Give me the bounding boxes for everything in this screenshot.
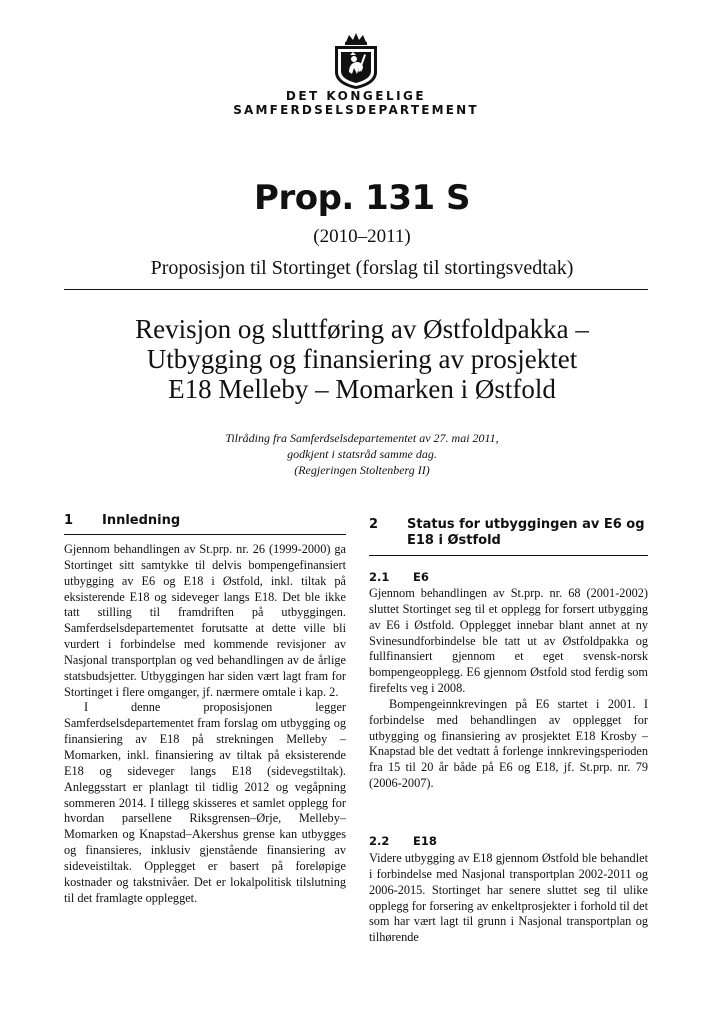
- section-number: 2: [369, 517, 379, 532]
- subsection-2-1-heading: [369, 570, 648, 584]
- paragraph: Gjennom behandlingen av St.prp. nr. 26 (1999-2000) ga Stortinget sitt samtykke til delvis bompengefinansiert utbygging av E6 og E18 i Østfold, inkl. tiltak på eksisterende E18 og sideveger langs E18. Det ble ikke tatt stilling til framdriften på utbyggingen. Samferdselsdepartementet forutsatte at dette ville bli vurdert i forbindelse med kommende revisjoner av Nasjonal transportplan og ved behandlingen av de årlige statsbudsjetter. Utbyggingen har siden vært lagt fram for Stortinget i flere omganger, jf. nærmere omtale i kap. 2.: [64, 542, 346, 699]
- subsection-2-2-body: [369, 851, 648, 946]
- subsection-2-1-body: [369, 586, 648, 792]
- section-title: Innledning: [102, 513, 181, 528]
- proposition-number: Prop. 131 S: [254, 178, 470, 218]
- document-title-line-1: Revisjon og sluttføring av Østfoldpakka –: [135, 314, 589, 344]
- document-title-line-2: Utbygging og finansiering av prosjektet: [146, 344, 578, 374]
- subsection-number: 2.2: [369, 834, 390, 848]
- paragraph: Bompengeinnkrevingen på E6 startet i 2001. I forbindelse med behandlingen av opplegget for utbygging og finansiering av prosjektet E18 Krosby – Knapstad ble det vedtatt å forlenge innkrevingsperioden fra 15 til 20 år både på E6 og E18, jf. St.prp. nr. 79 (2006-2007).: [369, 696, 648, 791]
- section-1-heading: [64, 513, 346, 529]
- approval-line-3: (Regjeringen Stoltenberg II): [294, 463, 430, 477]
- subsection-title: E18: [413, 834, 437, 848]
- document-title-line-3: E18 Melleby – Momarken i Østfold: [168, 374, 556, 404]
- left-column-body: [64, 542, 346, 906]
- subsection-number: 2.1: [369, 570, 390, 584]
- paragraph: Gjennom behandlingen av St.prp. nr. 68 (2001-2002) sluttet Stortinget seg til et opplegg for forsert utbygging av E6 i Østfold. Opplegget innebar blant annet at ny Svinesundforbindelse ble tatt ut av Østfoldpakka og fullfinansiert gjennom et eget svensk-norsk bompengeopplegg. E6 gjennom Østfold stod ferdig som firefelts veg i 2008.: [369, 586, 648, 696]
- session-years: (2010–2011): [313, 226, 411, 247]
- norwegian-coat-of-arms-icon: [332, 32, 380, 90]
- department-line-1: DET KONGELIGE: [285, 89, 427, 103]
- subsection-2-2-heading: [369, 834, 648, 848]
- document-type: Proposisjon til Stortinget (forslag til stortingsvedtak): [150, 257, 574, 279]
- department-line-2: SAMFERDSELSDEPARTEMENT: [233, 103, 479, 117]
- section-2-heading: [369, 517, 648, 549]
- approval-line-2: godkjent i statsråd samme dag.: [287, 447, 437, 461]
- paragraph: Videre utbygging av E18 gjennom Østfold ble behandlet i forbindelse med Nasjonal transportplan 2002-2011 og 2006-2015. Stortinget har senere sluttet seg til ulike opplegg for forsering av enkeltprosjekter i forhold til det som har vært lagt til grunn i Nasjonal transportplan og tilhørende: [369, 851, 648, 945]
- subsection-title: E6: [413, 570, 429, 584]
- section-divider: [369, 555, 648, 556]
- approval-line-1: Tilråding fra Samferdselsdepartementet av 27. mai 2011,: [225, 431, 499, 445]
- section-number: 1: [64, 513, 74, 528]
- section-divider: [64, 534, 346, 535]
- paragraph: I denne proposisjonen legger Samferdselsdepartementet fram forslag om utbygging og finansiering av E18 på strekningen Melleby – Momarken, inkl. finansiering av tiltak på eksisterende E18 og sideveger langs E18 (sidevegstiltak). Anleggsstart er planlagt til tidlig 2012 og vegåpning sommeren 2014. I tillegg skisseres et samlet opplegg for hvordan parsellene Riksgrensen–Ørje, Melleby–Momarken og Knapstad–Akershus grense kan utbygges og finansieres, inklusiv gjenstående finansiering av sideveistiltak. Opplegget er basert på foreløpige kostnader og takstnivåer. Det er lokalpolitisk tilslutning til det framlagte opplegget.: [64, 700, 346, 905]
- header-divider: [64, 289, 648, 290]
- section-title: Status for utbyggingen av E6 og E18 i Østfold: [407, 517, 645, 548]
